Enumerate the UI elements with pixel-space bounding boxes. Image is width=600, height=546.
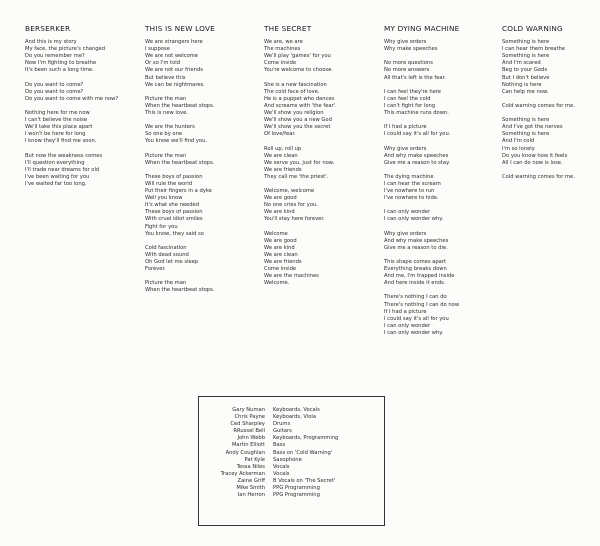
credit-row — [199, 478, 384, 485]
lyric-line: We'll show you a new God — [264, 117, 332, 124]
lyric-line: No more answers — [384, 67, 430, 74]
song-title: THIS IS NEW LOVE — [145, 24, 215, 33]
lyric-line: No more questions — [384, 60, 433, 67]
stanza — [384, 124, 460, 138]
stanza — [384, 174, 460, 202]
stanza — [384, 259, 460, 287]
lyric-line: It's what she needed — [145, 202, 200, 209]
lyric-line: I suppose — [145, 46, 170, 53]
song-title: THE SECRET — [264, 24, 312, 33]
lyric-line: We are good — [264, 237, 297, 244]
lyric-line: You're welcome to choose. — [264, 67, 333, 74]
credit-name: Andy Coughlan — [225, 449, 265, 456]
lyric-line: Forever. — [145, 266, 166, 273]
credit-name: Pat Kyle — [244, 456, 265, 463]
stanza — [502, 39, 575, 96]
credit-name: Tracey Ackerman — [220, 470, 265, 477]
credit-name: John Webb — [237, 435, 265, 442]
lyric-line: Cold warning comes for me. — [502, 102, 575, 109]
song-column-berserker — [25, 25, 118, 195]
lyric-line: And screams with 'the fear'. — [264, 102, 337, 109]
stanza — [145, 153, 215, 167]
credit-row — [199, 485, 384, 492]
stanza — [25, 82, 118, 103]
lyric-line: Everything breaks down — [384, 266, 447, 273]
credit-name: RRussel Bell — [233, 428, 265, 435]
lyric-line: I can feel they're here — [384, 88, 442, 95]
credit-row — [199, 407, 384, 414]
credit-role: Keyboards, Vocals — [273, 407, 320, 413]
lyric-line: And why make speeches — [384, 237, 449, 244]
lyric-line: I can't believe the noise — [25, 117, 88, 124]
stanza — [502, 174, 575, 181]
credit-role: Bass — [273, 442, 286, 449]
stanza — [384, 39, 460, 53]
stanza — [145, 96, 215, 117]
credit-name: Chris Payne — [234, 414, 265, 421]
credit-role: B Vocals on 'The Secret' — [273, 477, 336, 484]
lyric-line: I've been waiting for you — [25, 173, 90, 180]
lyric-line: We are clean — [264, 152, 298, 159]
lyric-line: No one cries for you. — [264, 202, 318, 209]
lyric-line: I can only wonder why. — [384, 216, 444, 223]
lyric-line: It's been such a long time. — [25, 67, 94, 74]
lyric-line: All that's left is the fear. — [384, 74, 446, 81]
credit-name: Ced Sharpley — [230, 421, 265, 428]
lyric-line: If I had a picture — [384, 124, 427, 131]
lyric-line: The cold face of love. — [264, 88, 320, 95]
stanza — [25, 110, 118, 145]
lyric-line: Do you want to come? — [25, 81, 84, 88]
stanza — [384, 294, 460, 337]
song-column-the-secret — [264, 25, 337, 294]
credit-row — [199, 435, 384, 442]
stanza — [264, 82, 337, 139]
credit-row — [199, 471, 384, 478]
lyric-line: And here inside it ends. — [384, 280, 446, 287]
lyric-line: I can only wonder why. — [384, 329, 444, 336]
lyric-line: Fight for you — [145, 223, 178, 230]
lyric-line: You'll stay here forever. — [264, 216, 325, 223]
lyric-line: I could say it's all for you — [384, 315, 449, 322]
stanza — [145, 174, 215, 238]
lyric-line: We'll show you religion — [264, 110, 324, 117]
lyric-line: I'm so lonely — [502, 145, 535, 152]
stanza — [145, 39, 215, 89]
stanza — [502, 117, 575, 167]
lyric-line: We are the machines — [264, 273, 319, 280]
credit-name: Ian Herron — [237, 492, 265, 499]
lyric-line: We are not welcome — [145, 53, 198, 60]
lyric-line: The machines — [264, 46, 301, 53]
credit-name: Zaine Griff — [237, 477, 265, 484]
song-column-this-is-new-love — [145, 25, 215, 302]
lyric-line: Why give orders — [384, 230, 427, 237]
stanza — [384, 146, 460, 167]
lyric-line: We'll play 'games' for you — [264, 53, 331, 60]
stanza — [384, 231, 460, 252]
lyric-line: But I don't believe — [502, 74, 550, 81]
credit-role: Vocals — [273, 470, 290, 477]
credit-name: Mike Smith — [236, 485, 265, 492]
lyric-line: Oh God let me sleep — [145, 259, 199, 265]
lyric-line: Do you want to come? — [25, 88, 84, 95]
lyric-line: Nothing here for me now — [25, 110, 90, 117]
lyric-line: With cruel idiot smiles — [145, 216, 203, 223]
lyric-line: Well you know — [145, 195, 183, 202]
credit-name: Tessa Niles — [236, 463, 265, 470]
lyric-line: And me, I'm trapped inside — [384, 273, 455, 280]
lyric-line: And I'm cold — [502, 138, 535, 145]
lyric-line: I'll question everything — [25, 159, 85, 166]
lyric-line: But now the weakness comes — [25, 152, 103, 159]
lyric-line: Why give orders — [384, 145, 427, 152]
lyric-line: I've nowhere to hide. — [384, 195, 439, 202]
credit-row — [199, 450, 384, 457]
lyric-line: Picture the man — [145, 280, 187, 287]
stanza — [502, 103, 575, 110]
lyric-line: We are good — [264, 195, 297, 202]
credit-role: PPG Programming — [273, 485, 320, 492]
lyric-line: Come inside — [264, 60, 297, 67]
lyric-line: I can only wonder — [384, 209, 431, 216]
lyric-line: The dying machine — [384, 173, 434, 180]
lyric-line: He is a puppet who dances — [264, 95, 335, 102]
credit-role: Drums — [273, 421, 291, 428]
lyric-line: Picture the man — [145, 95, 187, 102]
lyric-line: I've waited far too long. — [25, 180, 87, 187]
lyric-line: She is a new fascination — [264, 81, 327, 88]
lyric-line: Do you know how it feels — [502, 152, 568, 159]
lyric-line: And I've got the nerves — [502, 124, 563, 131]
lyric-line: There's nothing I can do now — [384, 301, 460, 308]
lyric-line: And why make speeches — [384, 152, 449, 159]
lyric-line: I can hear the scream — [384, 180, 441, 187]
lyric-line: Give me a reason to die. — [384, 244, 448, 251]
lyric-line: Come inside — [264, 266, 297, 273]
lyric-line: They call me 'the priest'. — [264, 173, 329, 180]
lyric-line: Put their fingers in a dyke — [145, 188, 212, 195]
lyric-line: We are kind — [264, 209, 295, 216]
lyric-line: Picture the man — [145, 152, 187, 159]
lyric-line: So one by one — [145, 131, 183, 138]
credits-box — [198, 396, 385, 526]
credit-role: Keyboards, Viola — [273, 414, 317, 421]
lyric-line: Give me a reason to stay. — [384, 159, 451, 166]
lyric-line: I won't be here for long — [25, 131, 86, 138]
lyric-line: Why make speeches — [384, 46, 438, 53]
lyric-line: Welcome, welcome — [264, 188, 315, 195]
lyric-line: We are the hunters — [145, 124, 195, 131]
lyric-line: Nothing is here — [502, 81, 542, 88]
stanza — [145, 280, 215, 294]
lyric-line: We are friends — [264, 259, 302, 265]
stanza — [264, 39, 337, 74]
lyric-line: I'll trade near dreams for old — [25, 166, 100, 173]
lyric-line: I can't fight for long — [384, 102, 436, 109]
lyric-line: This is new love. — [145, 110, 188, 117]
song-title: MY DYING MACHINE — [384, 24, 460, 33]
credit-row — [199, 414, 384, 421]
lyric-line: We are kind — [264, 244, 295, 251]
lyric-line: We can be nightmares. — [145, 81, 205, 88]
stanza — [384, 209, 460, 223]
lyric-line: When the heartbeat stops. — [145, 159, 215, 166]
stanza — [25, 153, 118, 188]
lyric-line: You know we'll find you. — [145, 138, 208, 145]
lyric-line: Roll up, roll up — [264, 145, 302, 152]
lyric-line: You know, they said so — [145, 230, 204, 237]
lyric-line: I've nowhere to run — [384, 188, 435, 195]
lyric-line: Cold fascination — [145, 244, 187, 251]
lyric-line: And this is my story — [25, 39, 77, 46]
lyric-line: Beg to your Gods — [502, 67, 548, 74]
lyric-line: And I'm scared — [502, 60, 541, 67]
credit-row — [199, 442, 384, 449]
song-title: BERSERKER — [25, 24, 71, 33]
lyric-line: We serve you, just for now. — [264, 159, 335, 166]
stanza — [384, 60, 460, 81]
credit-row — [199, 464, 384, 471]
credit-row — [199, 457, 384, 464]
lyric-line: If I had a picture — [384, 308, 427, 315]
credit-role: Saxophone — [273, 456, 302, 463]
lyric-line: These boys of passion — [145, 209, 203, 216]
song-column-cold-warning — [502, 25, 575, 188]
stanza — [264, 231, 337, 288]
song-column-my-dying-machine — [384, 25, 460, 344]
lyric-line: Something is here — [502, 117, 550, 124]
stanza — [384, 89, 460, 117]
lyric-line: Something is here — [502, 39, 550, 46]
stanza — [264, 146, 337, 181]
lyric-line: My face, the picture's changed — [25, 46, 105, 53]
credit-role: PPG Programming — [273, 492, 320, 499]
lyric-line: This shape comes apart — [384, 259, 446, 265]
lyric-line: Now I'm fighting to breathe — [25, 60, 97, 67]
credit-row — [199, 428, 384, 435]
lyric-line: I could say it's all for you. — [384, 131, 451, 138]
credit-role: Bass on 'Cold Warning' — [273, 449, 333, 456]
lyric-line: Of love/fear. — [264, 131, 296, 138]
credit-row — [199, 492, 384, 499]
lyric-line: Why give orders — [384, 39, 427, 46]
credit-name: Gary Numan — [232, 407, 265, 413]
lyric-line: Will rule the world — [145, 180, 193, 187]
lyric-line: I can hear them breathe — [502, 46, 565, 53]
lyric-line: Welcome. — [264, 280, 290, 287]
lyric-line: Cold warning comes for me. — [502, 173, 575, 180]
lyric-line: We are not our friends — [145, 67, 203, 74]
lyric-line: Can help me now. — [502, 88, 549, 95]
credit-role: Keyboards, Programming — [273, 435, 339, 442]
lyric-line: We'll take this place apart — [25, 124, 93, 131]
lyric-line: We are clean — [264, 251, 298, 258]
lyric-line: Something is here — [502, 53, 550, 60]
lyric-line: When the heartbeat stops. — [145, 102, 215, 109]
lyric-line: All I can do now is lose. — [502, 159, 563, 166]
lyric-line: This machine runs down. — [384, 110, 449, 117]
lyric-line: I know they'll find me soon. — [25, 138, 97, 145]
lyric-line: We'll show you the secret — [264, 124, 331, 131]
lyric-line: Do you remember me? — [25, 53, 85, 60]
stanza — [145, 124, 215, 145]
lyric-line: When the heartbeat stops. — [145, 287, 215, 294]
lyric-line: We are strangers here — [145, 39, 203, 46]
song-title: COLD WARNING — [502, 24, 563, 33]
credit-role: Guitars — [273, 428, 292, 435]
lyric-line: There's nothing I can do — [384, 294, 447, 301]
lyric-line: But believe this — [145, 74, 186, 81]
lyric-line: We are friends — [264, 166, 302, 173]
lyric-line: Welcome — [264, 230, 288, 237]
lyric-line: These boys of passion — [145, 173, 203, 180]
lyric-line: Or so I'm told — [145, 60, 180, 67]
lyric-line: I can feel the cold — [384, 95, 431, 102]
lyric-line: Do you want to come with me now? — [25, 95, 119, 102]
lyric-line: I can only wonder — [384, 322, 431, 329]
lyric-line: With dead sound — [145, 251, 189, 258]
credit-role: Vocals — [273, 463, 290, 470]
credit-name: Martin Elliott — [231, 442, 265, 449]
lyric-line: Something is here — [502, 131, 550, 138]
credit-row — [199, 421, 384, 428]
stanza — [145, 245, 215, 273]
stanza — [264, 188, 337, 223]
lyric-line: We are, we are — [264, 39, 303, 46]
stanza — [25, 39, 118, 74]
